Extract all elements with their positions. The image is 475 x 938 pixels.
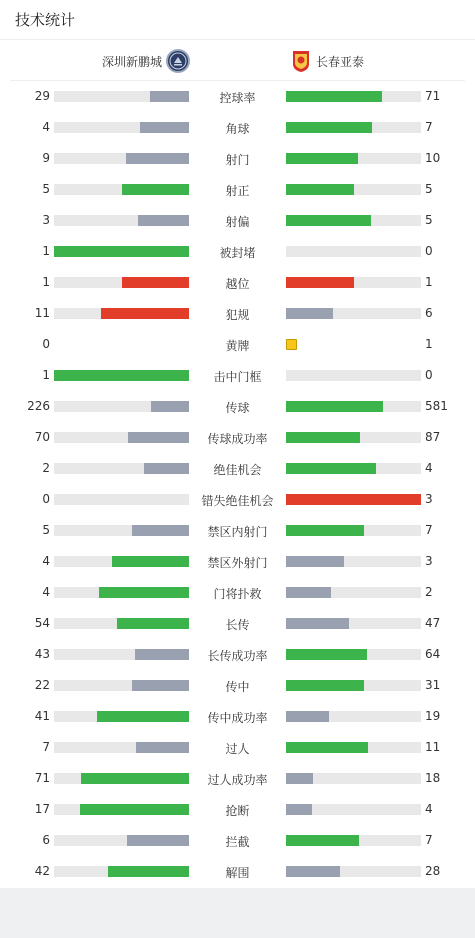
home-bar bbox=[54, 556, 189, 567]
home-bar-fill bbox=[97, 711, 189, 722]
home-bar-fill bbox=[135, 649, 189, 660]
away-value: 581 bbox=[425, 399, 448, 413]
stat-row bbox=[0, 670, 475, 701]
away-value: 7 bbox=[425, 120, 433, 134]
home-bar-fill bbox=[81, 773, 189, 784]
home-team-logo-icon bbox=[166, 49, 190, 73]
home-bar-fill bbox=[140, 122, 189, 133]
home-team-name: 深圳新鹏城 bbox=[101, 54, 162, 69]
away-bar-fill bbox=[286, 866, 340, 877]
home-value: 0 bbox=[42, 337, 50, 351]
home-bar bbox=[54, 649, 189, 660]
away-bar-fill bbox=[286, 277, 354, 288]
away-value: 18 bbox=[425, 771, 441, 785]
stat-row bbox=[0, 360, 475, 391]
away-bar bbox=[286, 184, 421, 195]
away-bar-fill bbox=[286, 432, 360, 443]
away-bar bbox=[286, 91, 421, 102]
away-value: 11 bbox=[425, 740, 441, 754]
away-bar-fill bbox=[286, 742, 368, 753]
home-bar-fill bbox=[54, 246, 189, 257]
away-bar bbox=[286, 618, 421, 629]
home-bar bbox=[54, 618, 189, 629]
away-value: 0 bbox=[425, 244, 433, 258]
home-bar bbox=[54, 804, 189, 815]
home-value: 41 bbox=[34, 709, 50, 723]
stat-row bbox=[0, 825, 475, 856]
away-value: 31 bbox=[425, 678, 441, 692]
stat-row bbox=[0, 391, 475, 422]
home-value: 3 bbox=[42, 213, 50, 227]
stat-label: 角球 bbox=[225, 122, 250, 136]
home-bar-fill bbox=[117, 618, 189, 629]
home-value: 7 bbox=[42, 740, 50, 754]
home-bar bbox=[54, 866, 189, 877]
stat-row bbox=[0, 546, 475, 577]
stat-row bbox=[0, 794, 475, 825]
stat-row bbox=[0, 236, 475, 267]
stat-row bbox=[0, 639, 475, 670]
away-bar-fill bbox=[286, 835, 359, 846]
stat-label: 越位 bbox=[225, 277, 250, 291]
home-bar bbox=[54, 773, 189, 784]
home-bar-fill bbox=[138, 215, 189, 226]
away-value: 5 bbox=[425, 182, 433, 196]
stat-label: 犯规 bbox=[225, 308, 250, 322]
home-bar bbox=[54, 184, 189, 195]
stat-label: 解围 bbox=[225, 866, 250, 880]
home-bar bbox=[54, 277, 189, 288]
away-bar bbox=[286, 277, 421, 288]
away-bar-fill bbox=[286, 463, 376, 474]
home-value: 42 bbox=[34, 864, 50, 878]
home-bar-fill bbox=[122, 277, 190, 288]
stat-row bbox=[0, 81, 475, 112]
stat-row bbox=[0, 453, 475, 484]
home-value: 4 bbox=[42, 585, 50, 599]
home-bar bbox=[54, 401, 189, 412]
away-bar bbox=[286, 463, 421, 474]
away-value: 19 bbox=[425, 709, 441, 723]
stat-row bbox=[0, 732, 475, 763]
away-value: 3 bbox=[425, 554, 433, 568]
away-bar bbox=[286, 711, 421, 722]
home-bar bbox=[54, 587, 189, 598]
home-bar-fill bbox=[80, 804, 189, 815]
stat-label: 禁区内射门 bbox=[207, 525, 268, 539]
home-value: 5 bbox=[42, 182, 50, 196]
away-bar-fill bbox=[286, 122, 372, 133]
home-bar-fill bbox=[126, 153, 189, 164]
away-bar-fill bbox=[286, 773, 313, 784]
stat-row bbox=[0, 112, 475, 143]
home-bar bbox=[54, 122, 189, 133]
stat-label: 抢断 bbox=[225, 804, 250, 818]
stat-row bbox=[0, 205, 475, 236]
home-value: 1 bbox=[42, 368, 50, 382]
home-bar bbox=[54, 680, 189, 691]
away-value: 7 bbox=[425, 833, 433, 847]
away-team-logo-icon bbox=[292, 49, 310, 73]
home-bar-fill bbox=[99, 587, 189, 598]
stat-label: 传球 bbox=[225, 401, 250, 415]
home-bar-fill bbox=[136, 742, 189, 753]
home-bar-fill bbox=[108, 866, 189, 877]
home-bar bbox=[54, 463, 189, 474]
away-value: 3 bbox=[425, 492, 433, 506]
home-value: 5 bbox=[42, 523, 50, 537]
teams-header bbox=[10, 41, 465, 81]
home-bar bbox=[54, 91, 189, 102]
stat-row bbox=[0, 856, 475, 887]
home-bar bbox=[54, 525, 189, 536]
stat-label: 禁区外射门 bbox=[207, 556, 268, 570]
home-bar bbox=[54, 246, 189, 257]
stat-row bbox=[0, 701, 475, 732]
home-value: 71 bbox=[34, 771, 50, 785]
away-bar-fill bbox=[286, 91, 382, 102]
stat-row bbox=[0, 329, 475, 360]
stat-label: 长传 bbox=[225, 618, 250, 632]
away-bar-fill bbox=[286, 587, 331, 598]
page-title: 技术统计 bbox=[0, 0, 475, 40]
stat-row bbox=[0, 267, 475, 298]
away-bar bbox=[286, 804, 421, 815]
away-value: 1 bbox=[425, 337, 433, 351]
home-value: 54 bbox=[34, 616, 50, 630]
away-bar bbox=[286, 153, 421, 164]
stat-label: 射门 bbox=[225, 153, 250, 167]
away-bar-fill bbox=[286, 804, 312, 815]
stat-row bbox=[0, 143, 475, 174]
home-bar-fill bbox=[132, 680, 189, 691]
home-bar bbox=[54, 711, 189, 722]
away-bar bbox=[286, 742, 421, 753]
home-value: 70 bbox=[34, 430, 50, 444]
home-bar-fill bbox=[112, 556, 189, 567]
away-bar bbox=[286, 866, 421, 877]
home-value: 0 bbox=[42, 492, 50, 506]
stat-row bbox=[0, 174, 475, 205]
stat-label: 长传成功率 bbox=[207, 649, 268, 663]
away-bar-fill bbox=[286, 525, 364, 536]
away-bar bbox=[286, 525, 421, 536]
away-bar-fill bbox=[286, 680, 364, 691]
stat-label: 错失绝佳机会 bbox=[201, 494, 274, 508]
yellow-card-icon bbox=[286, 339, 297, 350]
stat-label: 被封堵 bbox=[219, 246, 256, 260]
home-value: 2 bbox=[42, 461, 50, 475]
away-value: 64 bbox=[425, 647, 441, 661]
away-bar-fill bbox=[286, 556, 344, 567]
away-value: 6 bbox=[425, 306, 433, 320]
stat-row bbox=[0, 484, 475, 515]
home-bar bbox=[54, 308, 189, 319]
away-team[interactable] bbox=[292, 41, 364, 81]
away-bar bbox=[286, 370, 421, 381]
stat-row bbox=[0, 763, 475, 794]
stats-list bbox=[0, 81, 475, 887]
away-bar bbox=[286, 773, 421, 784]
away-bar bbox=[286, 401, 421, 412]
home-bar bbox=[54, 835, 189, 846]
home-value: 1 bbox=[42, 244, 50, 258]
away-bar bbox=[286, 122, 421, 133]
home-value: 6 bbox=[42, 833, 50, 847]
home-value: 29 bbox=[34, 89, 50, 103]
stat-label: 射偏 bbox=[225, 215, 250, 229]
home-bar-fill bbox=[122, 184, 190, 195]
home-bar-fill bbox=[54, 370, 189, 381]
away-bar bbox=[286, 556, 421, 567]
home-bar-fill bbox=[151, 401, 189, 412]
home-value: 4 bbox=[42, 554, 50, 568]
away-value: 0 bbox=[425, 368, 433, 382]
away-value: 7 bbox=[425, 523, 433, 537]
stat-label: 传球成功率 bbox=[207, 432, 268, 446]
away-team-name: 长春亚泰 bbox=[316, 54, 365, 69]
away-value: 4 bbox=[425, 802, 433, 816]
away-value: 5 bbox=[425, 213, 433, 227]
home-value: 17 bbox=[34, 802, 50, 816]
stat-row bbox=[0, 422, 475, 453]
home-bar-fill bbox=[101, 308, 189, 319]
home-team[interactable] bbox=[10, 41, 190, 81]
stat-label: 击中门框 bbox=[213, 370, 262, 384]
away-bar bbox=[286, 308, 421, 319]
away-bar-fill bbox=[286, 184, 354, 195]
away-bar bbox=[286, 680, 421, 691]
away-bar bbox=[286, 835, 421, 846]
home-bar bbox=[54, 432, 189, 443]
home-value: 43 bbox=[34, 647, 50, 661]
stat-label: 控球率 bbox=[219, 91, 256, 105]
away-bar-fill bbox=[286, 618, 349, 629]
away-bar bbox=[286, 494, 421, 505]
away-bar-fill bbox=[286, 401, 383, 412]
stat-label: 过人 bbox=[225, 742, 250, 756]
away-bar-fill bbox=[286, 494, 421, 505]
away-value: 87 bbox=[425, 430, 441, 444]
stat-label: 门将扑救 bbox=[213, 587, 262, 601]
home-bar bbox=[54, 215, 189, 226]
stat-label: 黄牌 bbox=[225, 339, 250, 353]
stat-row bbox=[0, 515, 475, 546]
away-bar bbox=[286, 246, 421, 257]
away-value: 47 bbox=[425, 616, 441, 630]
stat-row bbox=[0, 577, 475, 608]
home-value: 9 bbox=[42, 151, 50, 165]
away-bar-fill bbox=[286, 153, 358, 164]
away-value: 10 bbox=[425, 151, 441, 165]
away-bar-fill bbox=[286, 649, 367, 660]
home-bar-fill bbox=[132, 525, 189, 536]
home-value: 11 bbox=[34, 306, 50, 320]
home-value: 22 bbox=[34, 678, 50, 692]
away-bar-fill bbox=[286, 711, 329, 722]
stat-label: 过人成功率 bbox=[207, 773, 268, 787]
away-bar bbox=[286, 215, 421, 226]
home-bar bbox=[54, 742, 189, 753]
home-value: 1 bbox=[42, 275, 50, 289]
stat-row bbox=[0, 298, 475, 329]
home-bar-fill bbox=[144, 463, 189, 474]
away-bar bbox=[286, 587, 421, 598]
away-value: 1 bbox=[425, 275, 433, 289]
home-bar-fill bbox=[128, 432, 189, 443]
away-bar bbox=[286, 649, 421, 660]
away-value: 71 bbox=[425, 89, 441, 103]
stat-label: 绝佳机会 bbox=[213, 463, 262, 477]
stat-label: 射正 bbox=[225, 184, 250, 198]
away-value: 2 bbox=[425, 585, 433, 599]
stat-row bbox=[0, 608, 475, 639]
away-bar-fill bbox=[286, 215, 371, 226]
away-bar bbox=[286, 432, 421, 443]
home-bar bbox=[54, 494, 189, 505]
stat-label: 拦截 bbox=[225, 835, 250, 849]
stat-label: 传中成功率 bbox=[207, 711, 268, 725]
home-value: 226 bbox=[27, 399, 50, 413]
away-value: 28 bbox=[425, 864, 441, 878]
away-value: 4 bbox=[425, 461, 433, 475]
stat-label: 传中 bbox=[225, 680, 250, 694]
home-bar bbox=[54, 370, 189, 381]
away-bar-fill bbox=[286, 308, 333, 319]
home-bar bbox=[54, 153, 189, 164]
home-value: 4 bbox=[42, 120, 50, 134]
home-bar-fill bbox=[150, 91, 189, 102]
home-bar-fill bbox=[127, 835, 189, 846]
